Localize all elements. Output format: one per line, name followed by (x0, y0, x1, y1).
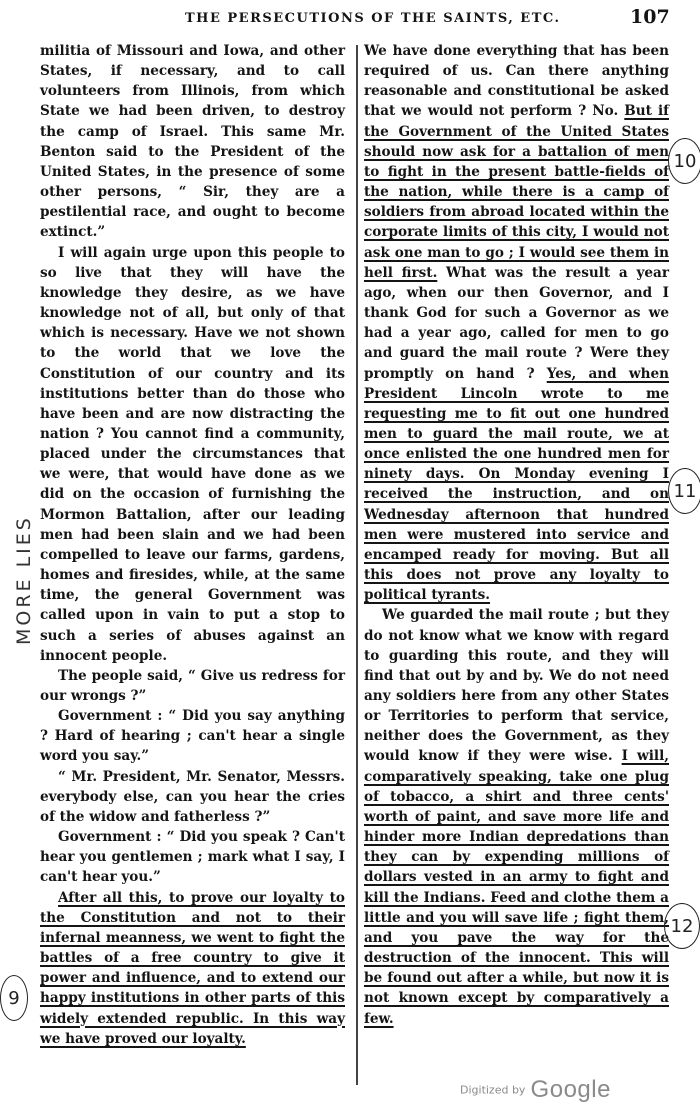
right-p1-text-c: What was the result a year ago, when our then Governor, and I thank God for such a Governor as we had a year ago, called for men to go and guard the mail route ? Were they promptly on hand ? (364, 264, 669, 382)
left-paragraph-5: “ Mr. President, Mr. Senator, Messrs. everybody else, can you hear the cries of the widow and fatherless ?” (40, 768, 345, 825)
digitized-by-google (460, 1076, 611, 1104)
google-wordmark: Google (530, 1076, 611, 1103)
right-p1-underlined-d: Yes, and when President Lincoln wrote to me requesting me to fit out one hundred men to guard the mail route, we at once enlisted the one hundred men for ninety days. On Monday evening I received the instruction, and on Wednesday afternoon that hundred men were mustered into service and encamped ready for moving. But all this does not prove any loyalty to political tyrants. (364, 365, 669, 604)
right-p2-underlined-b: I will, comparatively speaking, take one plug of tobacco, a shirt and three cents' worth of paint, and save more life and hinder more Indian depredations than they can by expending millions of dollars vested in an army to fight and kill the Indians. Feed and clothe them a little and you will save life ; fight them, and you pave the way for the destruction of the innocent. This will be found out after a while, but now it is not known except by comparatively a few. (364, 748, 669, 1027)
margin-note-text: MORE LIES (13, 515, 35, 645)
circled-mark-11: 11 (668, 468, 700, 514)
right-paragraph-1 (364, 41, 669, 605)
running-head: THE PERSECUTIONS OF THE SAINTS, ETC. (185, 11, 561, 26)
margin-note-more-lies (13, 435, 37, 645)
left-paragraph-6: Government : “ Did you speak ? Can't hear you gentlemen ; mark what I say, I can't hear you.” (40, 829, 345, 886)
column-divider (356, 45, 358, 1085)
left-paragraph-2: I will again urge upon this people to so live that they will have the knowledge they desire, as we have knowledge not of all, but only of that which is necessary. Have we not shown to the world that we love the Constitution of our country and its institutions better than do those who have been and are now distracting the nation ? You cannot find a community, placed under the circumstances that we were, that would have done as we did on the occasion of furnishing the Mormon Battalion, after our leading men had been slain and we had been compelled to leave our farms, gardens, homes and firesides, while, at the same time, the general Government was called upon in vain to put a stop to such a series of abuses against an innocent people. (40, 244, 345, 664)
right-column (364, 41, 669, 1029)
digitized-by-label: Digitized by (460, 1083, 526, 1097)
left-paragraph-7-underlined: After all this, to prove our loyalty to the Constitution and not to their infernal meanness, we went to fight the battles of a free country to give it power and influence, and to extend our happy institutions in other parts of this widely extended republic. In this way we have proved our loyalty. (40, 889, 345, 1047)
right-p2-text-a: We guarded the mail route ; but they do not know what we know with regard to guarding this route, and they will find that out by and by. We do not need any soldiers here from any other States or Territories to perform that service, neither does the Government, as they would know if they were wise. (364, 607, 669, 765)
page-number: 107 (630, 6, 670, 28)
circled-mark-10: 10 (668, 138, 700, 184)
circled-mark-12: 12 (664, 903, 700, 949)
left-paragraph-4: Government : “ Did you say anything ? Hard of hearing ; can't hear a single word you say.” (40, 708, 345, 765)
left-paragraph-1: militia of Missouri and Iowa, and other States, if necessary, and to call volunteers from Illinois, from which State we had been driven, to destroy the camp of Israel. This same Mr. Benton said to the President of the United States, in the presence of some other persons, “ Sir, they are a pestilential race, and ought to become extinct.” (40, 43, 345, 241)
right-p1-underlined-b: But if the Government of the United States should now ask for a battalion of men to fight in the present battle-fields of the nation, while there is a camp of soldiers from abroad located within the corporate limits of this city, I would not ask one man to go ; I would see them in hell first. (364, 103, 669, 281)
page-header (0, 0, 700, 34)
right-paragraph-2 (364, 605, 669, 1028)
right-p1-text-a: We have done everything that has been required of us. Can there anything reasonable and constitutional be asked that we would not perform ? No. (364, 43, 669, 120)
left-paragraph-3: The people said, “ Give us redress for our wrongs ?” (40, 667, 345, 704)
left-column (40, 41, 345, 1049)
circled-mark-9: 9 (0, 975, 28, 1021)
